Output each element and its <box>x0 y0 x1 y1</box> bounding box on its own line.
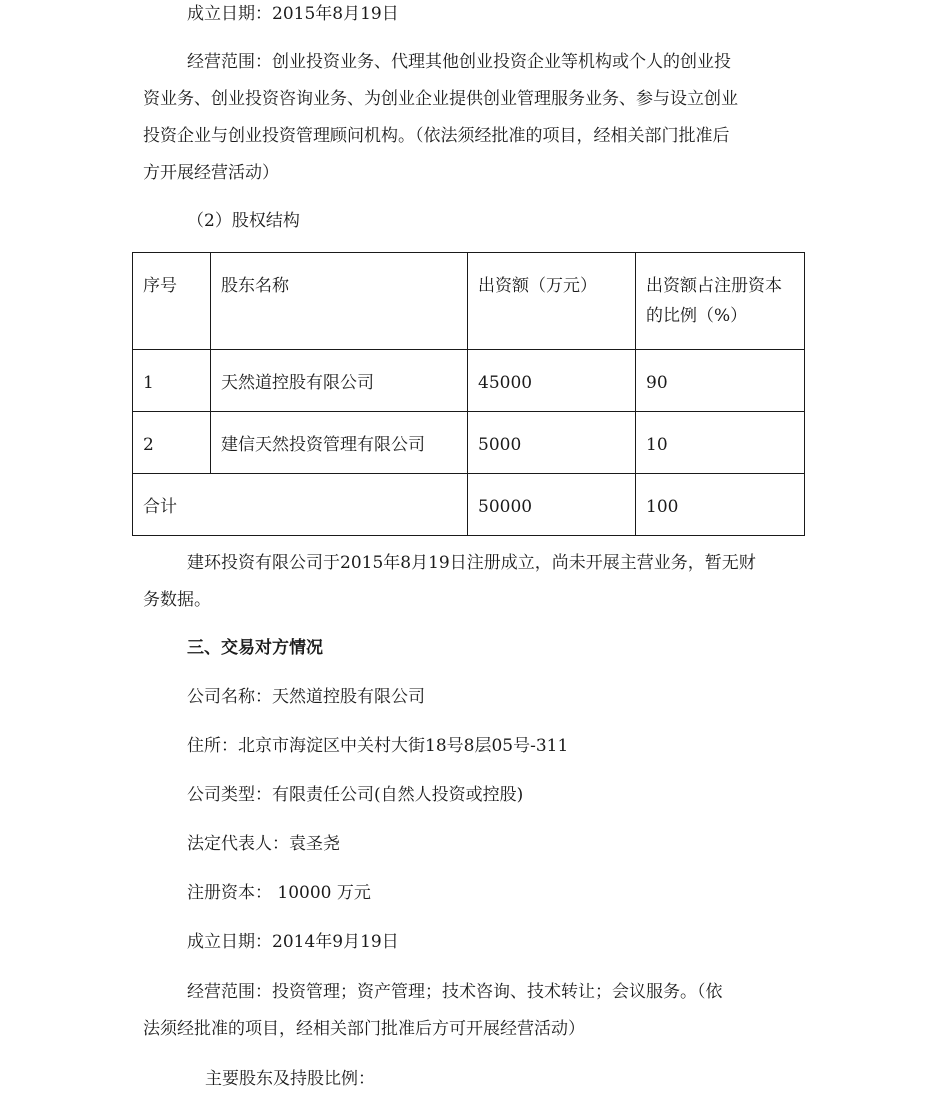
row-no: 2 <box>133 412 211 474</box>
table-total-row <box>133 474 805 536</box>
business-scope-2-line-2: 法须经批准的项目，经相关部门批准后方可开展经营活动） <box>143 1019 585 1039</box>
row-shareholder: 天然道控股有限公司 <box>211 350 468 412</box>
established-date-2: 成立日期：2014年9月19日 <box>187 932 399 952</box>
company-name: 公司名称：天然道控股有限公司 <box>187 687 425 707</box>
row-no: 1 <box>133 350 211 412</box>
company-address: 住所：北京市海淀区中关村大街18号8层05号-311 <box>187 736 569 756</box>
business-scope-2-line-1: 经营范围：投资管理；资产管理；技术咨询、技术转让；会议服务。（依 <box>187 982 723 1002</box>
main-shareholders-title: 主要股东及持股比例： <box>205 1069 375 1089</box>
header-amount: 出资额（万元） <box>468 253 636 350</box>
header-no: 序号 <box>133 253 211 350</box>
header-ratio: 出资额占注册资本的比例（%） <box>636 253 805 350</box>
established-date-1: 成立日期：2015年8月19日 <box>187 4 399 24</box>
business-scope-1-line-3: 投资企业与创业投资管理顾问机构。（依法须经批准的项目，经相关部门批准后 <box>143 126 730 146</box>
row-shareholder: 建信天然投资管理有限公司 <box>211 412 468 474</box>
row-amount: 45000 <box>468 350 636 412</box>
business-scope-1-line-4: 方开展经营活动） <box>143 163 279 183</box>
legal-representative: 法定代表人：袁圣尧 <box>187 834 340 854</box>
registered-capital: 注册资本： 10000 万元 <box>187 883 371 903</box>
no-financial-data-note-line-2: 务数据。 <box>143 590 211 610</box>
row-ratio: 10 <box>636 412 805 474</box>
header-shareholder: 股东名称 <box>211 253 468 350</box>
business-scope-1-line-2: 资业务、创业投资咨询业务、为创业企业提供创业管理服务业务、参与设立创业 <box>143 89 738 109</box>
table-header-row <box>133 253 805 350</box>
row-ratio: 90 <box>636 350 805 412</box>
total-amount: 50000 <box>468 474 636 536</box>
total-ratio: 100 <box>636 474 805 536</box>
table-row <box>133 412 805 474</box>
company-type: 公司类型：有限责任公司(自然人投资或控股) <box>187 785 524 805</box>
equity-structure-title: （2）股权结构 <box>187 211 300 231</box>
row-amount: 5000 <box>468 412 636 474</box>
no-financial-data-note-line-1: 建环投资有限公司于2015年8月19日注册成立，尚未开展主营业务，暂无财 <box>187 553 756 573</box>
business-scope-1-line-1: 经营范围：创业投资业务、代理其他创业投资企业等机构或个人的创业投 <box>187 52 731 72</box>
section-heading-counterparty: 三、交易对方情况 <box>187 638 323 658</box>
total-label: 合计 <box>133 474 468 536</box>
table-row <box>133 350 805 412</box>
equity-table <box>132 252 805 536</box>
